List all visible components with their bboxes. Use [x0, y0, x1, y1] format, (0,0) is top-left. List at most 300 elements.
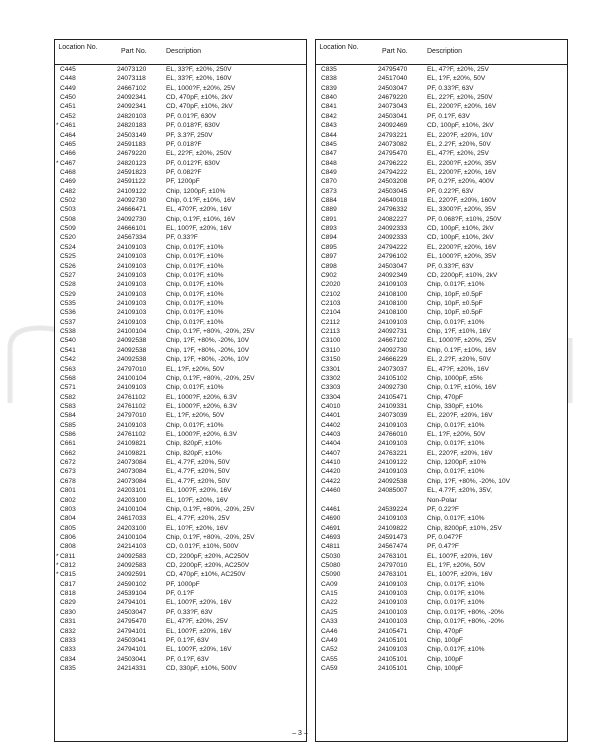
cell-location: C502 — [60, 197, 76, 205]
table-row — [55, 402, 306, 411]
cell-part-no: 24797010 — [378, 562, 408, 570]
cell-part-no: 24109103 — [378, 580, 408, 588]
cell-location: C482 — [60, 187, 76, 195]
cell-location: C467 — [60, 159, 76, 167]
cell-location: CA46 — [321, 627, 338, 635]
table-row — [316, 598, 567, 607]
header-description: Description — [427, 48, 463, 55]
table-row — [55, 187, 306, 196]
cell-part-no: 24503047 — [378, 84, 408, 92]
cell-part-no: 24109103 — [378, 440, 408, 448]
cell-description: Chip, 0.01?F, ±10% — [166, 309, 224, 317]
cell-part-no: 24203100 — [117, 496, 147, 504]
cell-location: C802 — [60, 496, 76, 504]
cell-part-no: 24092730 — [117, 215, 147, 223]
table-row — [55, 121, 306, 130]
table-row — [55, 496, 306, 505]
revision-mark: * — [56, 571, 59, 579]
cell-description: Chip, 1?F, ±10%, 16V — [427, 328, 491, 336]
table-row — [316, 205, 567, 214]
cell-location: CA33 — [321, 618, 338, 626]
cell-location: C5080 — [321, 562, 341, 570]
cell-location: C839 — [321, 84, 337, 92]
cell-location: C815 — [60, 571, 76, 579]
cell-description: EL, 220?F, ±20%, 16V — [427, 449, 493, 457]
cell-location: C4693 — [321, 533, 341, 541]
cell-description: EL, 1000?F, ±20%, 25V — [427, 337, 497, 345]
cell-part-no: 24820123 — [117, 159, 147, 167]
table-row — [316, 121, 567, 130]
cell-description: PF, 0.01?F, 630V — [166, 112, 217, 120]
cell-description: PF, 1000pF — [166, 580, 200, 588]
cell-location: C848 — [321, 159, 337, 167]
cell-description: EL, 1?F, ±20%, 50V — [427, 75, 486, 83]
cell-description: EL, 1?F, ±20%, 50V — [427, 431, 486, 439]
cell-location: C509 — [60, 225, 76, 233]
cell-part-no: 24109103 — [378, 421, 408, 429]
table-row — [316, 65, 567, 74]
cell-location: C840 — [321, 94, 337, 102]
table-row — [316, 84, 567, 93]
cell-description: EL, 1000?F, ±20%, 6.3V — [166, 393, 238, 401]
cell-location: C829 — [60, 599, 76, 607]
cell-description: Chip, 0.1?F, +80%, -20%, 25V — [166, 533, 255, 541]
cell-location: C5090 — [321, 571, 341, 579]
cell-location: C520 — [60, 234, 76, 242]
cell-part-no: 24503208 — [378, 178, 408, 186]
cell-description: Chip, 0.01?F, ±10% — [166, 384, 224, 392]
table-row — [316, 514, 567, 523]
table-row — [316, 243, 567, 252]
cell-description: Chip, 0.01?F, ±10% — [166, 253, 224, 261]
cell-description: Chip, 1?F, +80%, -20%, 10V — [166, 337, 250, 345]
cell-location: C4404 — [321, 440, 341, 448]
cell-part-no: 24797010 — [117, 412, 147, 420]
table-row — [55, 374, 306, 383]
cell-description: EL, 100?F, ±20%, 16V — [166, 487, 232, 495]
table-row — [55, 177, 306, 186]
cell-description: Chip, 0.1?F, +80%, -20%, 25V — [166, 328, 255, 336]
cell-part-no: 24073084 — [117, 459, 147, 467]
cell-location: C527 — [60, 271, 76, 279]
cell-description: Chip, 1000pF, ±5% — [427, 374, 483, 382]
cell-part-no: 24073120 — [117, 66, 147, 73]
table-row — [55, 224, 306, 233]
cell-part-no: 24092730 — [117, 197, 147, 205]
cell-location: CA22 — [321, 599, 338, 607]
cell-description: Chip, 100pF — [427, 636, 463, 644]
cell-location: C678 — [60, 477, 76, 485]
cell-part-no: 24109103 — [117, 384, 147, 392]
cell-part-no: 24109103 — [117, 253, 147, 261]
cell-location: C898 — [321, 262, 337, 270]
cell-description: Chip, 470pF — [427, 393, 463, 401]
cell-description: Chip, 0.01?F, ±10% — [427, 318, 485, 326]
table-row — [55, 561, 306, 570]
cell-description: Chip, 0.01?F, ±10% — [427, 646, 485, 654]
table-row — [55, 439, 306, 448]
cell-description: EL, 220?F, ±20%, 16V — [427, 412, 493, 420]
cell-location: C4422 — [321, 477, 341, 485]
cell-description: EL, 100?F, ±20%, 16V — [427, 571, 493, 579]
cell-location: C583 — [60, 402, 76, 410]
table-row — [316, 533, 567, 542]
cell-location: C525 — [60, 253, 76, 261]
cell-description: PF, 0.082?F — [166, 168, 202, 176]
cell-part-no: 24100104 — [117, 328, 147, 336]
cell-part-no: 24679220 — [378, 94, 408, 102]
parts-table-left — [54, 39, 307, 742]
cell-description: EL, 10?F, ±20%, 16V — [166, 496, 228, 504]
cell-location: C3302 — [321, 374, 341, 382]
cell-part-no: 24794101 — [117, 627, 147, 635]
cell-description: CD, 2200pF, ±20%, AC250V — [166, 562, 250, 570]
cell-description: PF, 1200pF — [166, 178, 200, 186]
table-row — [316, 327, 567, 336]
cell-location: C584 — [60, 412, 76, 420]
cell-location: C448 — [60, 75, 76, 83]
cell-description: EL, 100?F, ±20%, 16V — [166, 646, 232, 654]
table-row — [316, 542, 567, 551]
table-row — [316, 467, 567, 476]
cell-location: C834 — [60, 655, 76, 663]
table-row — [316, 655, 567, 664]
cell-part-no: 24108100 — [378, 290, 408, 298]
cell-description: EL, 1?F, ±20%, 50V — [166, 365, 225, 373]
table-row — [316, 627, 567, 636]
table-row — [55, 533, 306, 542]
cell-part-no: 24796222 — [378, 159, 408, 167]
cell-part-no: 24092333 — [378, 234, 408, 242]
table-row — [316, 589, 567, 598]
cell-location: C873 — [321, 187, 337, 195]
table-row — [55, 524, 306, 533]
cell-location: C4402 — [321, 421, 341, 429]
cell-description: EL, 100?F, ±20%, 16V — [166, 225, 232, 233]
cell-part-no: 24100103 — [378, 608, 408, 616]
cell-description: Chip, 820pF, ±10% — [166, 449, 222, 457]
cell-location: C841 — [321, 103, 337, 111]
cell-location: C891 — [321, 215, 337, 223]
cell-description: EL, 4.7?F, ±20%, 50V — [166, 477, 230, 485]
cell-description: Chip, 100pF — [427, 655, 463, 663]
table-row — [316, 524, 567, 533]
cell-description: Non-Polar — [427, 496, 457, 504]
cell-location: C3150 — [321, 356, 341, 364]
cell-location: C2102 — [321, 290, 341, 298]
cell-description: Chip, 1?F, +80%, -20%, 10V — [166, 356, 250, 364]
cell-location: C844 — [321, 131, 337, 139]
cell-description: Chip, 0.1?F, +80%, -20%, 25V — [166, 374, 255, 382]
cell-description: Chip, 0.1?F, +80%, -20%, 25V — [166, 505, 255, 513]
table-row — [316, 393, 567, 402]
table-row — [316, 346, 567, 355]
cell-part-no: 24763101 — [378, 552, 408, 560]
table-row — [316, 149, 567, 158]
table-row — [316, 93, 567, 102]
table-row — [55, 365, 306, 374]
cell-part-no: 24092730 — [378, 384, 408, 392]
cell-location: C847 — [321, 150, 337, 158]
cell-location: C2112 — [321, 318, 340, 326]
cell-description: CD, 470pF, ±10%, AC250V — [166, 571, 246, 579]
cell-part-no: 24567334 — [117, 234, 147, 242]
table-row — [55, 252, 306, 261]
cell-description: Chip, 0.01?F, ±10% — [427, 468, 485, 476]
cell-part-no: 24794101 — [117, 646, 147, 654]
table-row — [55, 131, 306, 140]
cell-location: C831 — [60, 618, 76, 626]
cell-location: C838 — [321, 75, 337, 83]
table-row — [55, 570, 306, 579]
cell-part-no: 24795470 — [378, 150, 408, 158]
table-row — [316, 496, 567, 505]
table-row — [316, 505, 567, 514]
cell-part-no: 24109103 — [378, 515, 408, 523]
cell-part-no: 24109331 — [378, 402, 408, 410]
cell-part-no: 24214103 — [117, 543, 147, 551]
cell-description: Chip, 1200pF, ±10% — [166, 187, 226, 195]
table-row — [55, 393, 306, 402]
cell-part-no: 24105471 — [378, 393, 408, 401]
cell-description: PF, 0.068?F, ±10%, 250V — [427, 215, 502, 223]
cell-location: C3100 — [321, 337, 341, 345]
cell-part-no: 24109122 — [117, 187, 147, 195]
cell-part-no: 24073084 — [117, 468, 147, 476]
cell-description: EL, 4.7?F, ±20%, 35V, — [427, 487, 492, 495]
cell-description: Chip, 100pF — [427, 665, 463, 672]
cell-part-no: 24109822 — [378, 524, 408, 532]
table-row — [55, 486, 306, 495]
cell-description: CD, 470pF, ±10%, 2kV — [166, 94, 233, 102]
table-row — [55, 149, 306, 158]
cell-description: PF, 0.22?F, 63V — [427, 187, 474, 195]
cell-location: C662 — [60, 449, 76, 457]
cell-part-no: 24503041 — [117, 636, 147, 644]
cell-location: CA25 — [321, 608, 338, 616]
cell-part-no: 24763101 — [378, 571, 408, 579]
table-row — [55, 336, 306, 345]
table-row — [316, 318, 567, 327]
cell-description: EL, 100?F, ±20%, 16V — [427, 552, 493, 560]
table-row — [316, 196, 567, 205]
table-row — [316, 252, 567, 261]
cell-description: CD, 0.01?F, ±10%, 500V — [166, 543, 239, 551]
table-row — [316, 580, 567, 589]
cell-part-no: 24100104 — [117, 533, 147, 541]
cell-part-no: 24092341 — [117, 94, 147, 102]
table-row — [55, 355, 306, 364]
cell-description: Chip, 330pF, ±10% — [427, 402, 483, 410]
cell-part-no: 24795470 — [117, 618, 147, 626]
table-row — [55, 580, 306, 589]
table-row — [55, 383, 306, 392]
cell-description: EL, 22?F, ±20%, 250V — [427, 94, 493, 102]
table-row — [316, 561, 567, 570]
table-row — [55, 346, 306, 355]
cell-description: Chip, 0.01?F, ±10% — [427, 515, 485, 523]
table-row — [55, 196, 306, 205]
cell-description: EL, 100?F, ±20%, 16V — [166, 599, 232, 607]
cell-location: C4460 — [321, 487, 341, 495]
cell-part-no: 24109103 — [117, 290, 147, 298]
cell-part-no: 24092730 — [378, 346, 408, 354]
cell-location: C849 — [321, 168, 337, 176]
cell-description: Chip, 0.1?F, ±10%, 16V — [427, 346, 497, 354]
cell-location: C465 — [60, 140, 76, 148]
table-row — [316, 224, 567, 233]
cell-description: EL, 1000?F, ±20%, 25V — [166, 84, 236, 92]
cell-location: C808 — [60, 543, 76, 551]
cell-description: CD, 2200pF, ±20%, AC250V — [166, 552, 250, 560]
cell-location: C3301 — [321, 365, 341, 373]
cell-location: C818 — [60, 590, 76, 598]
table-row — [316, 636, 567, 645]
cell-part-no: 24092349 — [378, 271, 408, 279]
page-number: – 3 – — [292, 730, 308, 737]
table-row — [55, 280, 306, 289]
cell-part-no: 24591122 — [117, 178, 146, 186]
cell-location: C4420 — [321, 468, 341, 476]
cell-location: C4690 — [321, 515, 341, 523]
table-row — [316, 336, 567, 345]
cell-location: CA52 — [321, 646, 338, 654]
cell-description: EL, 33?F, ±20%, 250V — [166, 66, 232, 73]
table-body — [55, 65, 306, 673]
cell-part-no: 24109103 — [117, 271, 147, 279]
table-row — [316, 159, 567, 168]
cell-location: CA09 — [321, 580, 338, 588]
cell-part-no: 24795470 — [378, 66, 408, 73]
cell-part-no: 24666229 — [378, 356, 408, 364]
cell-location: C835 — [321, 66, 337, 73]
cell-part-no: 24085007 — [378, 487, 408, 495]
header-location: Location No. — [58, 44, 98, 51]
cell-part-no: 24797010 — [117, 365, 147, 373]
cell-description: EL, 10?F, ±20%, 16V — [166, 524, 228, 532]
cell-location: C4691 — [321, 524, 341, 532]
cell-description: Chip, 0.01?F, ±10% — [166, 271, 224, 279]
table-row — [55, 327, 306, 336]
table-row — [316, 140, 567, 149]
table-row — [55, 74, 306, 83]
cell-part-no: 24796102 — [378, 253, 408, 261]
cell-location: C529 — [60, 290, 76, 298]
cell-part-no: 24092538 — [117, 337, 147, 345]
cell-location: C4461 — [321, 505, 341, 513]
table-row — [316, 617, 567, 626]
table-row — [55, 636, 306, 645]
cell-location: C812 — [60, 562, 76, 570]
cell-location: C503 — [60, 206, 76, 214]
table-row — [316, 477, 567, 486]
table-row — [55, 505, 306, 514]
table-row — [55, 308, 306, 317]
table-row — [316, 271, 567, 280]
cell-description: Chip, 1?F, +80%, -20%, 10V — [427, 477, 511, 485]
revision-mark: * — [56, 122, 59, 130]
cell-description: EL, 22?F, ±20%, 250V — [166, 150, 232, 158]
cell-part-no: 24214331 — [117, 665, 147, 672]
cell-part-no: 24539104 — [117, 590, 147, 598]
cell-description: PF, 0.33?F, 63V — [427, 262, 474, 270]
cell-part-no: 24591473 — [378, 533, 408, 541]
cell-description: Chip, 0.1?F, ±10%, 16V — [427, 384, 497, 392]
table-row — [55, 514, 306, 523]
cell-part-no: 24092583 — [117, 552, 147, 560]
cell-description: Chip, 10pF, ±0.5pF — [427, 290, 483, 298]
table-row — [316, 215, 567, 224]
cell-location: C672 — [60, 459, 76, 467]
cell-part-no: 24109103 — [378, 590, 408, 598]
cell-part-no: 24109103 — [117, 318, 147, 326]
table-row — [55, 262, 306, 271]
table-row — [316, 112, 567, 121]
cell-description: Chip, 470pF — [427, 627, 463, 635]
cell-description: CD, 100pF, ±10%, 2kV — [427, 234, 494, 242]
table-row — [55, 608, 306, 617]
cell-location: C805 — [60, 524, 76, 532]
table-row — [316, 383, 567, 392]
cell-description: Chip, 0.01?F, ±10% — [166, 290, 224, 298]
table-row — [55, 664, 306, 673]
table-row — [316, 552, 567, 561]
cell-location: C3303 — [321, 384, 341, 392]
cell-location: C845 — [321, 140, 337, 148]
table-row — [316, 290, 567, 299]
table-row — [316, 645, 567, 654]
table-row — [316, 280, 567, 289]
cell-part-no: 24109103 — [378, 646, 408, 654]
cell-location: C4403 — [321, 431, 341, 439]
cell-description: PF, 0.33?F, 63V — [166, 608, 213, 616]
cell-description: Chip, 0.01?F, ±10% — [427, 440, 485, 448]
cell-location: C4401 — [321, 412, 341, 420]
cell-description: CD, 330pF, ±10%, 500V — [166, 665, 237, 672]
table-row — [55, 477, 306, 486]
cell-description: EL, 2.2?F, ±20%, 50V — [427, 356, 491, 364]
cell-part-no: 24794222 — [378, 168, 408, 176]
cell-description: Chip, 1?F, +80%, -20%, 10V — [166, 346, 250, 354]
cell-part-no: 24082227 — [378, 215, 408, 223]
cell-description: Chip, 0.01?F, ±10% — [166, 281, 224, 289]
cell-description: PF, 0.33?F — [166, 234, 198, 242]
table-row — [316, 168, 567, 177]
cell-part-no: 24109122 — [378, 459, 408, 467]
table-row — [55, 140, 306, 149]
cell-description: EL, 2200?F, ±20%, 16V — [427, 103, 497, 111]
cell-part-no: 24591183 — [117, 140, 146, 148]
table-row — [55, 318, 306, 327]
cell-description: Chip, 0.1?F, ±10%, 16V — [166, 215, 236, 223]
cell-location: C884 — [321, 197, 337, 205]
cell-location: C870 — [321, 178, 337, 186]
table-row — [316, 177, 567, 186]
cell-part-no: 24109103 — [117, 281, 147, 289]
cell-location: C3110 — [321, 346, 340, 354]
cell-location: C4407 — [321, 449, 341, 457]
cell-location: C450 — [60, 94, 76, 102]
table-row — [55, 84, 306, 93]
cell-location: C464 — [60, 131, 76, 139]
table-row — [55, 411, 306, 420]
cell-location: C2103 — [321, 299, 341, 307]
cell-part-no: 24105101 — [378, 636, 408, 644]
table-row — [316, 131, 567, 140]
cell-location: C833 — [60, 636, 76, 644]
cell-location: C806 — [60, 533, 76, 541]
table-row — [55, 168, 306, 177]
